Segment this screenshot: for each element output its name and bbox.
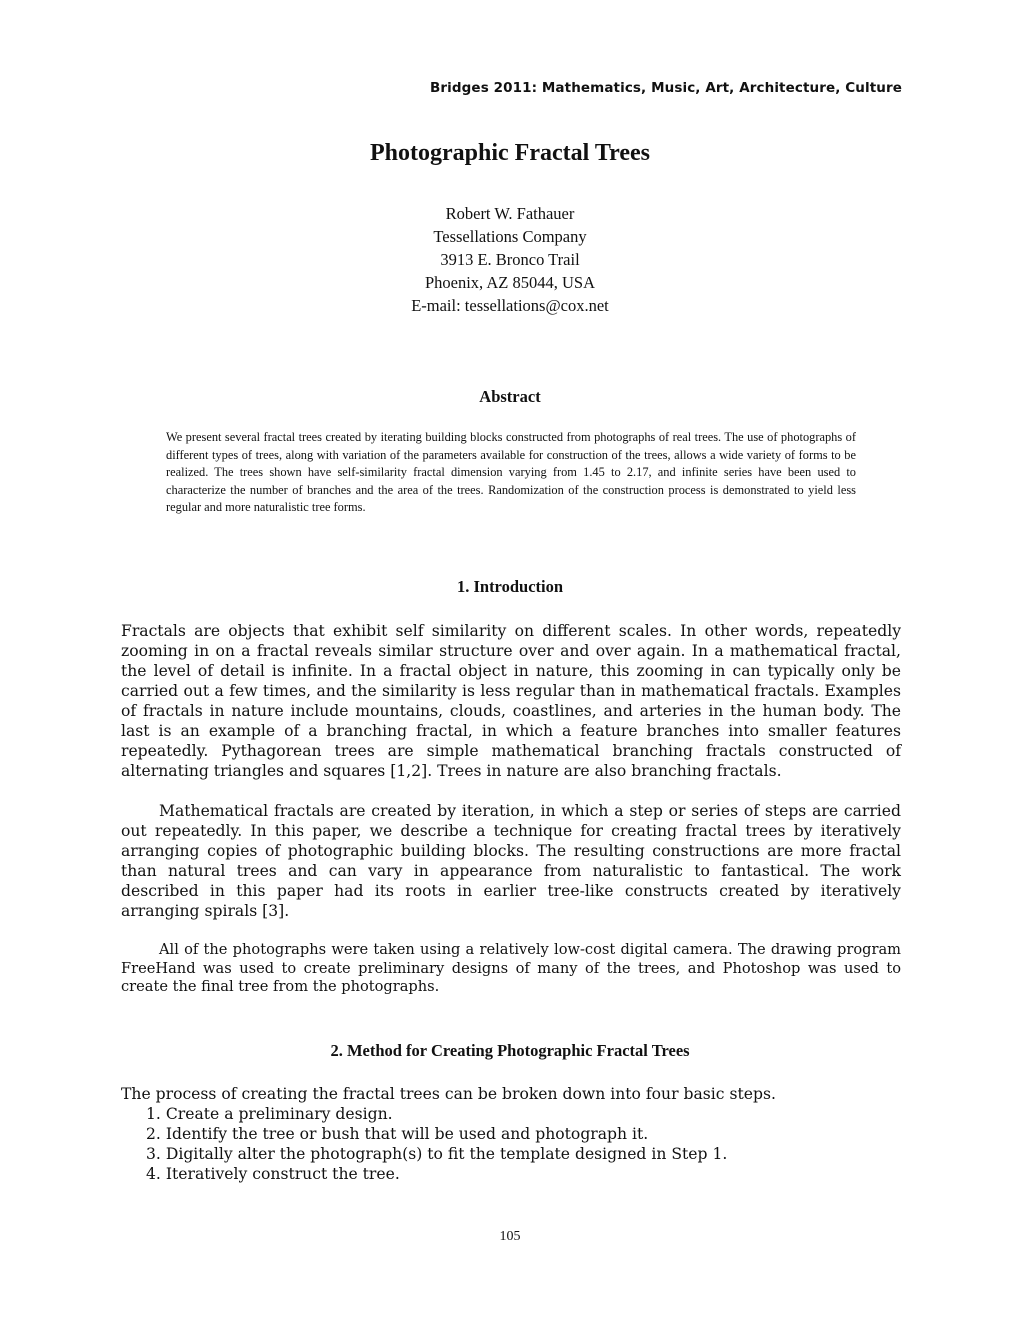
page-number: 105	[499, 1229, 521, 1244]
section-1-heading: 1. Introduction	[456, 577, 564, 596]
author-address-street: 3913 E. Bronco Trail	[440, 250, 580, 269]
intro-paragraph-3: All of the photographs were taken using a relatively low-cost digital camera. The drawing program FreeHand was used to create preliminary designs of many of the trees, and Photoshop was used to create the final tree from the photographs.	[121, 941, 901, 995]
intro-paragraph-1: Fractals are objects that exhibit self similarity on different scales. In other words, repeatedly zooming in on a fractal reveals similar structure over and over again. In a mathematical fractal, the level of detail is infinite. In a fractal object in nature, this zooming in can typically only be carried out a few times, and the similarity is less regular than in mathematical fractals. Examples of fractals in nature include mountains, clouds, coastlines, and arteries in the human body. The last is an example of a branching fractal, in which a feature branches into smaller features repeatedly. Pythagorean trees are simple mathematical branching fractals constructed of alternating triangles and squares [1,2]. Trees in nature are also branching fractals.	[121, 622, 901, 780]
section-2-heading: 2. Method for Creating Photographic Fractal Trees	[330, 1041, 690, 1060]
abstract-text: We present several fractal trees created by iterating building blocks constructed from photographs of real trees. The use of photographs of different types of trees, along with variation of the parameters available for construction of the trees, allows a wide variety of forms to be realized. The trees shown have self-similarity fractal dimension varying from 1.45 to 2.17, and infinite series have been used to characterize the number of branches and the area of the trees. Randomization of the construction process is demonstrated to yield less regular and more naturalistic tree forms.	[166, 430, 856, 515]
method-steps-list	[146, 1104, 906, 1184]
abstract-heading: Abstract	[479, 387, 541, 406]
author-address-city: Phoenix, AZ 85044, USA	[424, 273, 596, 292]
list-item: 1. Create a preliminary design.	[146, 1105, 393, 1123]
list-item: 4. Iteratively construct the tree.	[146, 1165, 400, 1183]
author-email: E-mail: tessellations@cox.net	[411, 296, 609, 315]
running-header: Bridges 2011: Mathematics, Music, Art, Architecture, Culture	[430, 80, 902, 96]
list-item: 2. Identify the tree or bush that will be used and photograph it.	[146, 1125, 649, 1143]
author-name: Robert W. Fathauer	[445, 204, 575, 223]
list-item: 3. Digitally alter the photograph(s) to fit the template designed in Step 1.	[146, 1145, 728, 1163]
intro-paragraph-2: Mathematical fractals are created by iteration, in which a step or series of steps are carried out repeatedly. In this paper, we describe a technique for creating fractal trees by iteratively arranging copies of photographic building blocks. The resulting constructions are more fractal than natural trees and can vary in appearance from naturalistic to fantastical. The work described in this paper had its roots in earlier tree-like constructs created by iteratively arranging spirals [3].	[121, 802, 901, 920]
paper-title: Photographic Fractal Trees	[370, 140, 650, 166]
author-affiliation: Tessellations Company	[433, 227, 587, 246]
method-intro: The process of creating the fractal trees can be broken down into four basic steps.	[121, 1085, 776, 1103]
author-block	[0, 202, 1020, 317]
